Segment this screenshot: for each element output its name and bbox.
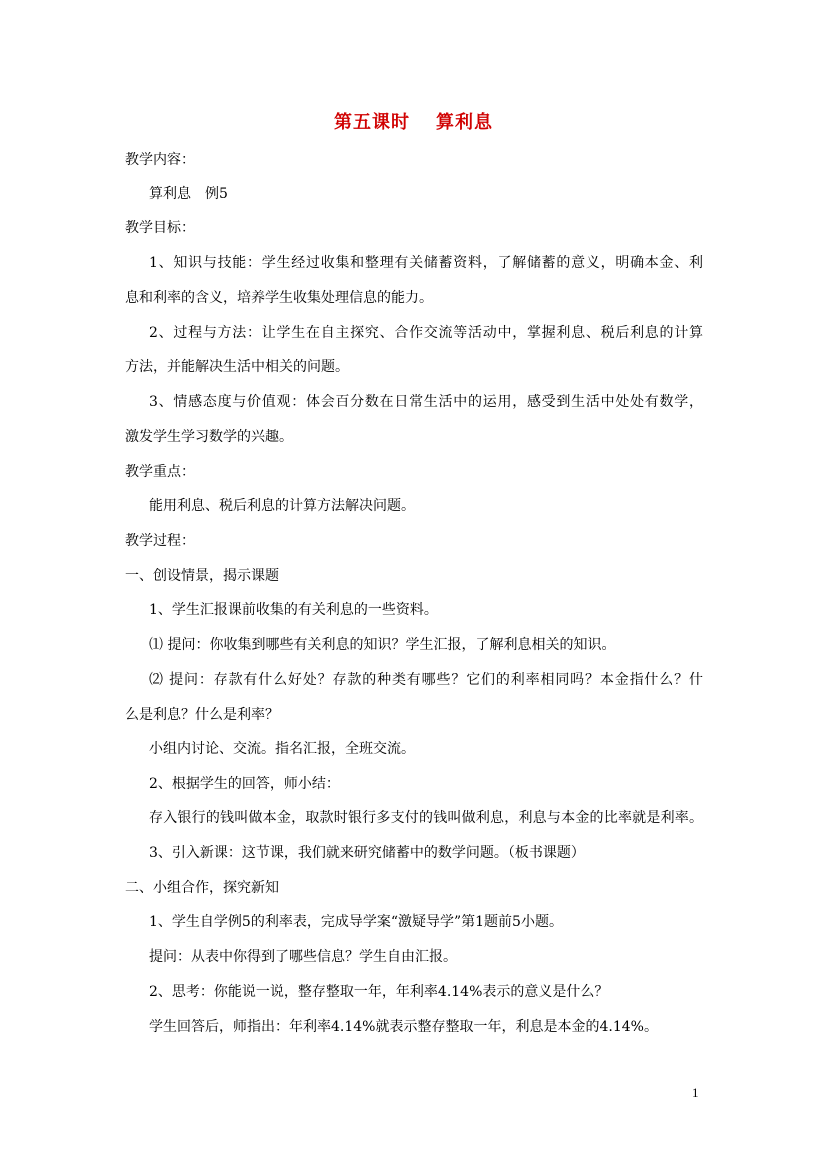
heading-content: 教学内容： bbox=[125, 152, 195, 168]
paragraph: ⑵ 提问：存款有什么好处？存款的种类有哪些？它们的利率相同吗？本金指什么？什 bbox=[149, 672, 703, 688]
paragraph-continued: 方法，并能解决生活中相关的问题。 bbox=[125, 359, 349, 375]
title-lesson: 第五课时 bbox=[334, 112, 410, 133]
paragraph: ⑴ 提问：你收集到哪些有关利息的知识？学生汇报，了解利息相关的知识。 bbox=[149, 637, 616, 653]
paragraph: 2、根据学生的回答，师小结： bbox=[149, 776, 340, 792]
heading-objectives: 教学目标： bbox=[125, 220, 195, 236]
paragraph: 1、学生自学例5的利率表，完成导学案“激疑导学”第1题前5小题。 bbox=[149, 914, 563, 930]
paragraph: 学生回答后，师指出：年利率4.14%就表示整存整取一年，利息是本金的4.14%。 bbox=[149, 1019, 658, 1035]
page-title bbox=[0, 108, 827, 134]
paragraph-continued: 激发学生学习数学的兴趣。 bbox=[125, 429, 293, 445]
paragraph: 提问：从表中你得到了哪些信息？学生自由汇报。 bbox=[149, 949, 457, 965]
paragraph: 2、过程与方法：让学生在自主探究、合作交流等活动中，掌握利息、税后利息的计算 bbox=[149, 325, 703, 341]
paragraph-continued: 息和利率的含义，培养学生收集处理信息的能力。 bbox=[125, 290, 433, 306]
paragraph-continued: 么是利息？什么是利率？ bbox=[125, 707, 279, 723]
section-heading: 一、创设情景，揭示课题 bbox=[125, 568, 279, 584]
section-heading: 二、小组合作，探究新知 bbox=[125, 880, 279, 896]
paragraph: 3、引入新课：这节课，我们就来研究储蓄中的数学问题。（板书课题） bbox=[149, 845, 585, 861]
title-topic: 算利息 bbox=[436, 112, 493, 133]
paragraph: 算利息 例5 bbox=[149, 186, 228, 202]
heading-key-points: 教学重点： bbox=[125, 464, 195, 480]
paragraph: 能用利息、税后利息的计算方法解决问题。 bbox=[149, 498, 415, 514]
paragraph: 2、思考：你能说一说，整存整取一年，年利率4.14%表示的意义是什么？ bbox=[149, 984, 609, 1000]
paragraph: 3、情感态度与价值观：体会百分数在日常生活中的运用，感受到生活中处处有数学， bbox=[149, 394, 703, 410]
paragraph: 1、知识与技能：学生经过收集和整理有关储蓄资料，了解储蓄的意义，明确本金、利 bbox=[149, 255, 703, 271]
paragraph: 1、学生汇报课前收集的有关利息的一些资料。 bbox=[149, 602, 438, 618]
page-number: 1 bbox=[692, 1085, 699, 1100]
heading-process: 教学过程： bbox=[125, 533, 195, 549]
paragraph: 存入银行的钱叫做本金，取款时银行多支付的钱叫做利息，利息与本金的比率就是利率。 bbox=[149, 810, 703, 826]
paragraph: 小组内讨论、交流。指名汇报，全班交流。 bbox=[149, 741, 415, 757]
